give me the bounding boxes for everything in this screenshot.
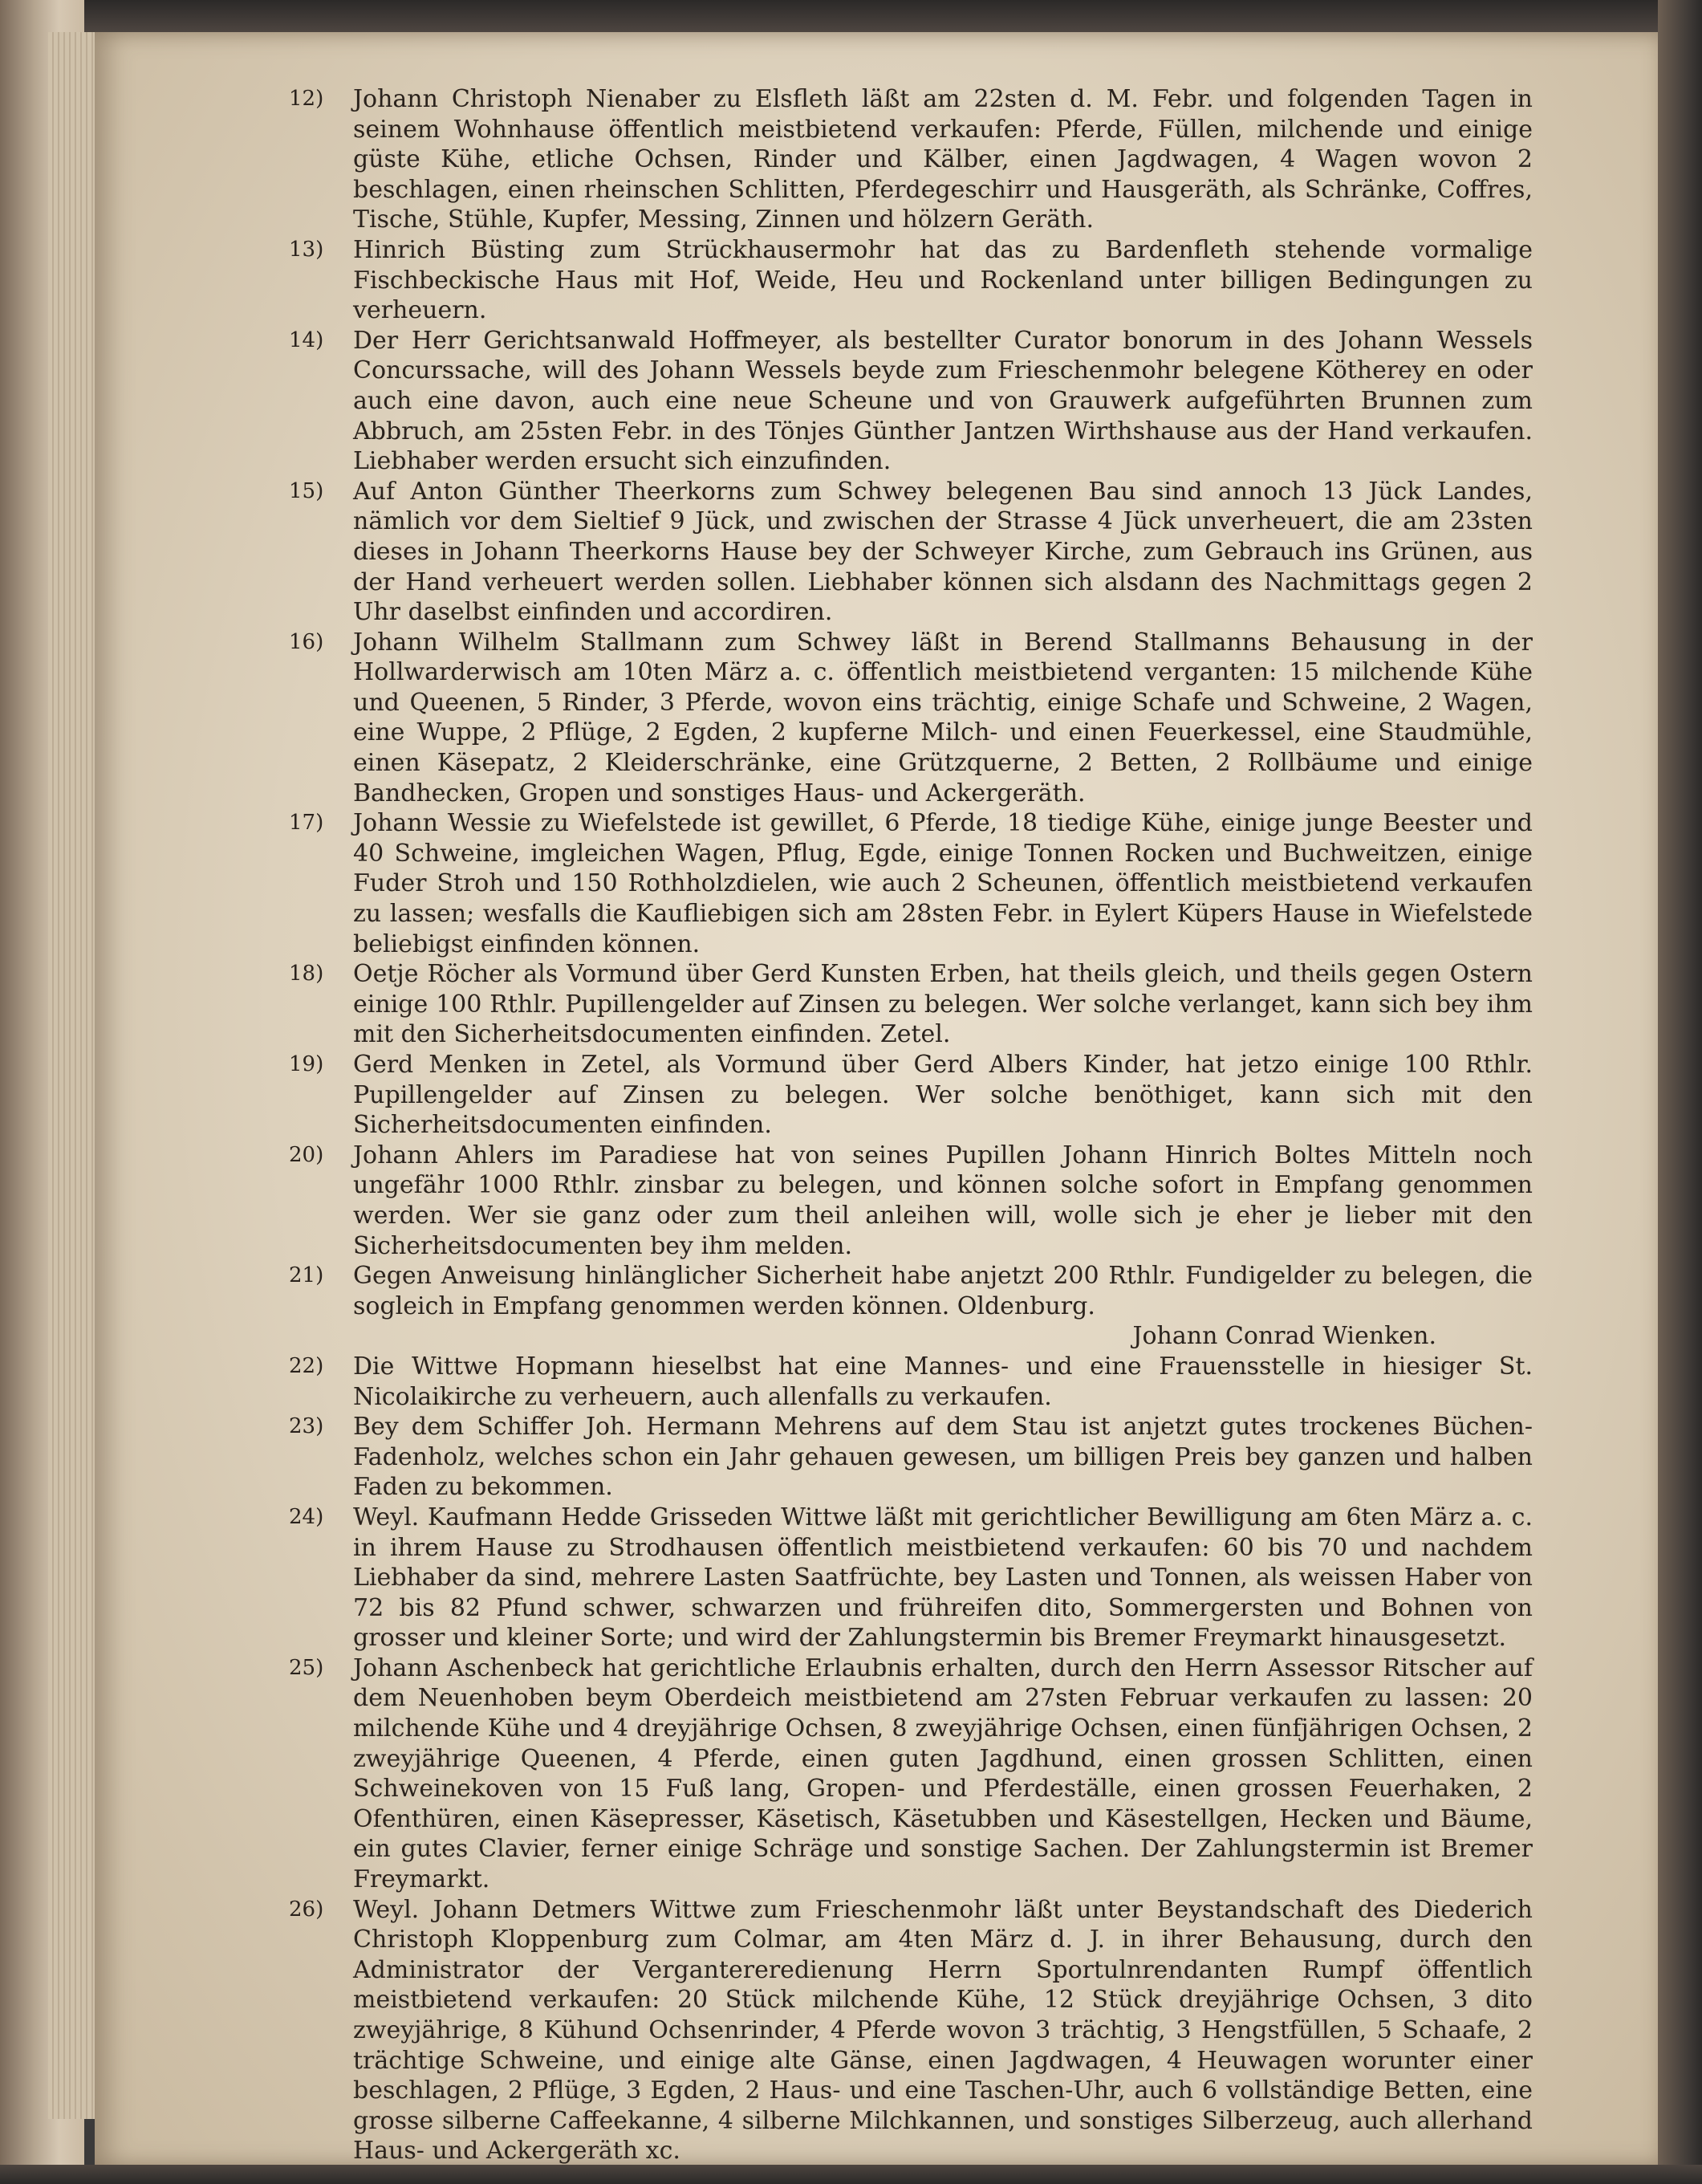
entry-number: 12) (289, 87, 324, 111)
notice-entry (289, 1352, 1533, 1412)
entry-number: 13) (289, 237, 324, 262)
entry-text: Johann Ahlers im Paradiese hat von seines Pupillen Johann Hinrich Boltes Mitteln noch ungefähr 1000 Rthlr. zinsbar zu belegen, und können solche sofort in Empfang genommen werden. Wer sie ganz oder zum theil anleihen will, wolle sich je eher je lieber mit den Sicherheitsdocumenten bey ihm melden. (353, 1141, 1533, 1260)
notice-entry (289, 1412, 1533, 1503)
entry-text: Gerd Menken in Zetel, als Vormund über Gerd Albers Kinder, hat jetzo einige 100 Rthlr. Pupillengelder auf Zinsen zu belegen. Wer solche benöthiget, kann sich mit den Sicherheitsdocumenten einfinden. (353, 1051, 1533, 1140)
notice-entry (289, 477, 1533, 628)
notice-entry (289, 84, 1533, 235)
entry-number: 20) (289, 1142, 324, 1167)
entry-text: Johann Aschenbeck hat gerichtliche Erlaubnis erhalten, durch den Herrn Assessor Ritscher auf dem Neuenhoben beym Oberdeich meistbietend am 27sten Februar verkaufen zu lassen: 20 milchende Kühe und 4 dreyjährige Ochsen, 8 zweyjährige Ochsen, einen fünfjährigen Ochsen, 2 zweyjährige Queenen, 4 Pferde, einen guten Jagdhund, einen grossen Schlitten, einen Schweinekoven von 15 Fuß lang, Gropen- und Pferdeställe, einen grossen Feuerhaken, 2 Ofenthüren, einen Käsepresser, Käsetisch, Käsetubben und Käsestellgen, Hecken und Bäume, ein gutes Clavier, ferner einige Schräge und sonstige Sachen. Der Zahlungstermin ist Bremer Freymarkt. (353, 1653, 1533, 1894)
book-binding-top (0, 0, 1702, 32)
entry-text: Oetje Röcher als Vormund über Gerd Kunsten Erben, hat theils gleich, und theils gegen Ostern einige 100 Rthlr. Pupillengelder auf Zinsen zu belegen. Wer solche verlanget, kann sich bey ihm mit den Sicherheitsdocumenten einfinden. Zetel. (353, 960, 1533, 1049)
entry-text: Johann Wessie zu Wiefelstede ist gewillet, 6 Pferde, 18 tiedige Kühe, einige junge Beester und 40 Schweine, imgleichen Wagen, Pflug, Egde, einige Tonnen Rocken und Buchweitzen, einige Fuder Stroh und 150 Rothholzdielen, wie auch 2 Scheunen, öffentlich meistbietend verkaufen zu lassen; wesfalls die Kaufliebigen sich am 28sten Febr. in Eylert Küpers Hause in Wiefelstede beliebigst einfinden können. (353, 809, 1533, 958)
entry-text: Weyl. Kaufmann Hedde Grisseden Wittwe läßt mit gerichtlicher Bewilligung am 6ten März a. c. in ihrem Hause zu Strodhausen öffentlich meistbietend verkaufen: 60 bis 70 und nachdem Liebhaber da sind, mehrere Lasten Saatfrüchte, bey Lasten und Tonnen, als weissen Haber von 72 bis 82 Pfund schwer, schwarzen und frühreifen dito, Sommergersten und Bohnen von grosser und kleiner Sorte; und wird der Zahlungstermin bis Bremer Freymarkt hinausgesetzt. (353, 1503, 1533, 1653)
notice-entry (289, 1141, 1533, 1261)
entry-number: 25) (289, 1655, 324, 1680)
entry-text: Johann Christoph Nienaber zu Elsfleth läßt am 22sten d. M. Febr. und folgenden Tagen in seinem Wohnhause öffentlich meistbietend verkaufen: Pferde, Füllen, milchende und einige güste Kühe, etliche Ochsen, Rinder und Kälber, einen Jagdwagen, 4 Wagen wovon 2 beschlagen, einen rheinschen Schlitten, Pferdegeschirr und Hausgeräth, als Schränke, Coffres, Tische, Stühle, Kupfer, Messing, Zinnen und hölzern Geräth. (353, 85, 1533, 234)
notice-entry (289, 628, 1533, 809)
entries-list-b (289, 1352, 1533, 2166)
entry-text: Gegen Anweisung hinlänglicher Sicherheit habe anjetzt 200 Rthlr. Fundigelder zu belegen, die sogleich in Empfang genommen werden können. Oldenburg. (353, 1262, 1533, 1320)
entry-text: Hinrich Büsting zum Strückhausermohr hat das zu Bardenfleth stehende vormalige Fischbeckische Haus mit Hof, Weide, Heu und Rockenland unter billigen Bedingungen zu verheuern. (353, 235, 1533, 325)
entry-text: Weyl. Johann Detmers Wittwe zum Frieschenmohr läßt unter Beystandschaft des Diederich Christoph Kloppenburg zum Colmar, am 4ten März d. J. in ihrer Behausung, durch den Administrator der Vergantereredienung Herrn Sportulnrendanten Rumpf öffentlich meistbietend verkaufen: 20 Stück milchende Kühe, 12 Stück dreyjährige Ochsen, 3 dito zweyjährige, 8 Kühund Ochsenrinder, 4 Pferde wovon 3 trächtig, 3 Hengstfüllen, 5 Schaafe, 2 trächtige Schweine, und einige alte Gänse, einen Jagdwagen, 4 Heuwagen worunter einer beschlagen, 2 Pflüge, 3 Egden, 2 Haus- und eine Taschen-Uhr, auch 6 vollständige Betten, eine grosse silberne Caffeekanne, 4 silberne Milchkannen, und sonstiges Silberzeug, auch allerhand Haus- und Ackergeräth xc. (353, 1895, 1533, 2166)
notice-entry (289, 1503, 1533, 1653)
entry-number: 19) (289, 1052, 324, 1076)
signature: Johann Conrad Wienken. (1132, 1322, 1436, 1351)
entry-number: 23) (289, 1414, 324, 1439)
entry-number: 15) (289, 478, 324, 503)
entry-number: 16) (289, 629, 324, 654)
entry-text: Der Herr Gerichtsanwald Hoffmeyer, als bestellter Curator bonorum in des Johann Wessels Concurssache, will des Johann Wessels beyde zum Frieschenmohr belegene Kötherey en oder auch eine davon, auch eine neue Scheune und von Grauwerk aufgeführten Brunnen zum Abbruch, am 25sten Febr. in des Tönjes Günther Jantzen Wirthshause aus der Hand verkaufen. Liebhaber werden ersucht sich einzufinden. (353, 326, 1533, 476)
notice-entry (289, 326, 1533, 477)
notice-entry (289, 1653, 1533, 1895)
entry-number: 18) (289, 962, 324, 986)
notice-entry (289, 808, 1533, 959)
notice-entry (289, 1050, 1533, 1141)
notice-entry (289, 235, 1533, 326)
entry-number: 17) (289, 811, 324, 836)
entry-number: 14) (289, 327, 324, 352)
notice-entry (289, 1261, 1533, 1321)
entry-text: Die Wittwe Hopmann hieselbst hat eine Mannes- und eine Frauensstelle in hiesiger St. Nicolaikirche zu verheuern, auch allenfalls zu verkaufen. (353, 1352, 1533, 1411)
entry-number: 24) (289, 1504, 324, 1529)
entry-text: Bey dem Schiffer Joh. Hermann Mehrens auf dem Stau ist anjetzt gutes trockenes Büchen-Fadenholz, welches schon ein Jahr gehauen gewesen, um billigen Preis bey ganzen und halben Faden zu bekommen. (353, 1413, 1533, 1502)
page-text (289, 84, 1533, 2166)
entry-number: 21) (289, 1263, 324, 1288)
book-binding-right (1658, 0, 1702, 2184)
entry-text: Auf Anton Günther Theerkorns zum Schwey belegenen Bau sind annoch 13 Jück Landes, nämlich vor dem Sieltief 9 Jück, und zwischen der Strasse 4 Jück unverheuert, die am 23sten dieses in Johann Theerkorns Hause bey der Schweyer Kirche, zum Gebrauch ins Grünen, aus der Hand verheuert werden sollen. Liebhaber können sich alsdann des Nachmittags gegen 2 Uhr daselbst einfinden und accordiren. (353, 477, 1533, 627)
entry-number: 22) (289, 1353, 324, 1378)
entry-text: Johann Wilhelm Stallmann zum Schwey läßt in Berend Stallmanns Behausung in der Hollwarderwisch am 10ten März a. c. öffentlich meistbietend verganten: 15 milchende Kühe und Queenen, 5 Rinder, 3 Pferde, wovon eins trächtig, einige Schafe und Schweine, 2 Wagen, eine Wuppe, 2 Pflüge, 2 Egden, 2 kupferne Milch- und einen Feuerkessel, eine Staudmühle, einen Käsepatz, 2 Kleiderschränke, eine Grützquerne, 2 Betten, 2 Rollbäume und einige Bandhecken, Gropen und sonstiges Haus- und Ackergeräth. (353, 628, 1533, 807)
entries-list-a (289, 84, 1533, 1321)
notice-entry (289, 959, 1533, 1050)
notice-entry (289, 1895, 1533, 2166)
entry-number: 26) (289, 1897, 324, 1922)
book-binding-bottom (0, 2165, 1702, 2184)
